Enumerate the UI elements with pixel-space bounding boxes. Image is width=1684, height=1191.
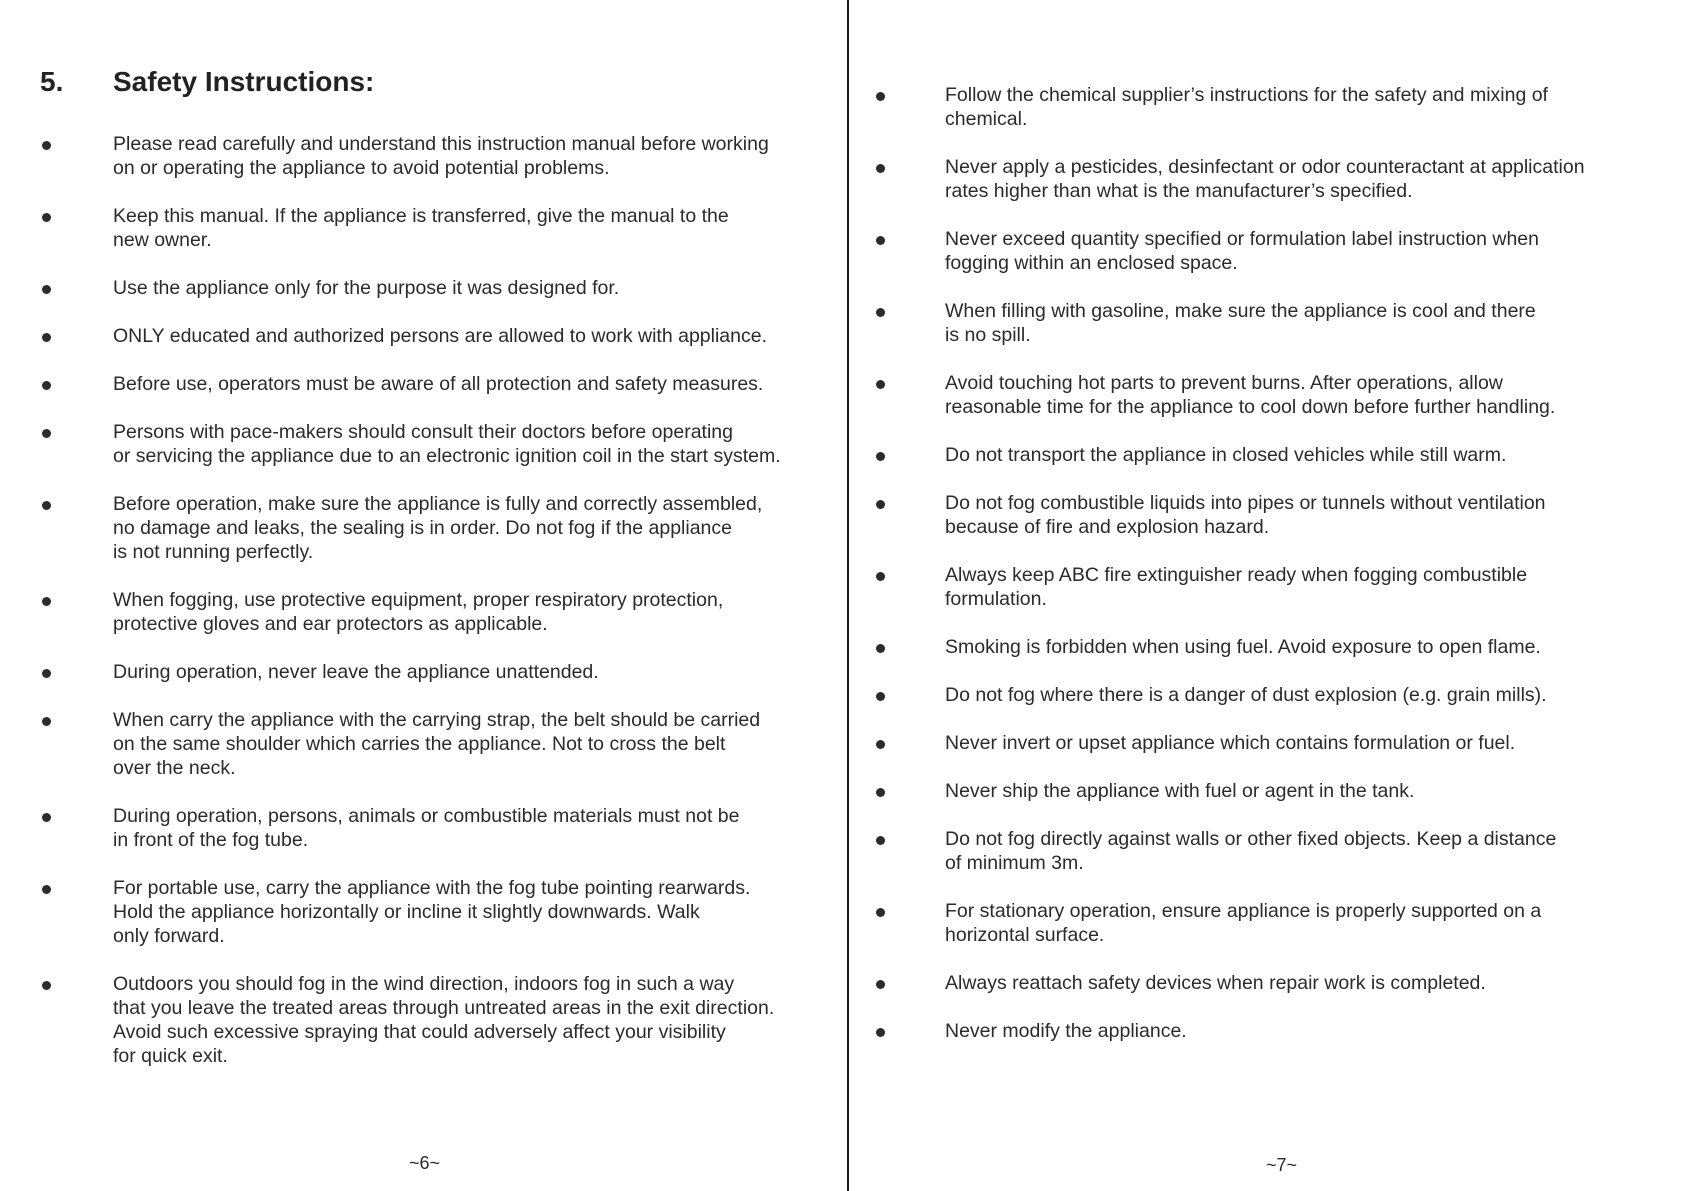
- list-item-text: Never invert or upset appliance which contains formulation or fuel.: [945, 732, 1516, 754]
- list-item: [850, 971, 1684, 995]
- bullet-icon: [876, 380, 885, 389]
- bullet-icon: [42, 333, 51, 342]
- list-item-text: Never apply a pesticides, desinfectant or odor counteractant at application rates higher than what is the manufacturer’s specified.: [945, 156, 1585, 202]
- bullet-icon: [876, 164, 885, 173]
- left-safety-list: [0, 132, 820, 1092]
- bullet-icon: [42, 813, 51, 822]
- list-item: [850, 899, 1684, 947]
- bullet-icon: [876, 908, 885, 917]
- list-item-text: When fogging, use protective equipment, proper respiratory protection, protective gloves and ear protectors as applicable.: [113, 589, 724, 635]
- page-number-left: ~6~: [409, 1153, 441, 1173]
- list-item-text: Do not fog where there is a danger of dust explosion (e.g. grain mills).: [945, 684, 1547, 706]
- list-item: [850, 683, 1684, 707]
- list-item-text: During operation, never leave the appliance unattended.: [113, 661, 599, 683]
- list-item-text: Do not fog directly against walls or other fixed objects. Keep a distance of minimum 3m.: [945, 828, 1557, 874]
- list-item: [850, 635, 1684, 659]
- bullet-icon: [876, 980, 885, 989]
- list-item-text: Please read carefully and understand this instruction manual before working on or operating the appliance to avoid potential problems.: [113, 133, 769, 179]
- list-item-text: Always keep ABC fire extinguisher ready when fogging combustible formulation.: [945, 564, 1528, 610]
- page-number-right: ~7~: [1266, 1155, 1298, 1175]
- list-item-text: When carry the appliance with the carrying strap, the belt should be carried on the same shoulder which carries the appliance. Not to cross the belt over the neck.: [113, 709, 761, 779]
- bullet-icon: [42, 213, 51, 222]
- list-item: [850, 83, 1684, 131]
- list-item: [850, 563, 1684, 611]
- list-item-text: For portable use, carry the appliance with the fog tube pointing rearwards. Hold the appliance horizontally or incline it slightly downwards. Walk only forward.: [113, 877, 751, 947]
- list-item: [0, 876, 820, 948]
- list-item: [0, 276, 820, 300]
- list-item-text: ONLY educated and authorized persons are allowed to work with appliance.: [113, 325, 768, 347]
- list-item-text: Avoid touching hot parts to prevent burns. After operations, allow reasonable time for the appliance to cool down before further handling.: [945, 372, 1556, 418]
- bullet-icon: [876, 1028, 885, 1037]
- right-page: [850, 0, 1684, 1191]
- list-item: [0, 588, 820, 636]
- list-item-text: Before use, operators must be aware of all protection and safety measures.: [113, 373, 764, 395]
- list-item-text: Never modify the appliance.: [945, 1020, 1187, 1042]
- list-item: [0, 708, 820, 780]
- list-item: [0, 372, 820, 396]
- list-item-text: For stationary operation, ensure appliance is properly supported on a horizontal surface.: [945, 900, 1542, 946]
- bullet-icon: [876, 236, 885, 245]
- list-item: [850, 491, 1684, 539]
- list-item: [0, 324, 820, 348]
- right-safety-list: [850, 83, 1684, 1067]
- bullet-icon: [42, 381, 51, 390]
- bullet-icon: [876, 572, 885, 581]
- list-item-text: When filling with gasoline, make sure the appliance is cool and there is no spill.: [945, 300, 1536, 346]
- list-item-text: Always reattach safety devices when repair work is completed.: [945, 972, 1486, 994]
- bullet-icon: [876, 836, 885, 845]
- list-item-text: Keep this manual. If the appliance is transferred, give the manual to the new owner.: [113, 205, 729, 251]
- list-item: [0, 420, 820, 468]
- bullet-icon: [876, 452, 885, 461]
- list-item: [850, 827, 1684, 875]
- bullet-icon: [42, 717, 51, 726]
- list-item-text: Do not fog combustible liquids into pipes or tunnels without ventilation because of fire and explosion hazard.: [945, 492, 1546, 538]
- list-item: [850, 1019, 1684, 1043]
- section-title: Safety Instructions:: [113, 66, 375, 97]
- list-item-text: Never ship the appliance with fuel or agent in the tank.: [945, 780, 1415, 802]
- list-item: [850, 779, 1684, 803]
- list-item: [850, 443, 1684, 467]
- bullet-icon: [876, 740, 885, 749]
- bullet-icon: [876, 788, 885, 797]
- bullet-icon: [42, 597, 51, 606]
- list-item: [850, 371, 1684, 419]
- bullet-icon: [876, 644, 885, 653]
- bullet-icon: [42, 885, 51, 894]
- bullet-icon: [876, 92, 885, 101]
- list-item: [850, 155, 1684, 203]
- bullet-icon: [42, 141, 51, 150]
- list-item-text: Persons with pace-makers should consult their doctors before operating or servicing the appliance due to an electronic ignition coil in the start system.: [113, 421, 781, 467]
- list-item: [0, 660, 820, 684]
- list-item-text: Smoking is forbidden when using fuel. Avoid exposure to open flame.: [945, 636, 1541, 658]
- bullet-icon: [42, 981, 51, 990]
- list-item: [850, 299, 1684, 347]
- bullet-icon: [876, 500, 885, 509]
- list-item: [0, 204, 820, 252]
- list-item-text: Never exceed quantity specified or formulation label instruction when fogging within an enclosed space.: [945, 228, 1539, 274]
- list-item-text: Do not transport the appliance in closed vehicles while still warm.: [945, 444, 1507, 466]
- list-item: [850, 731, 1684, 755]
- section-number: 5.: [40, 66, 64, 97]
- list-item: [0, 804, 820, 852]
- list-item: [850, 227, 1684, 275]
- list-item: [0, 972, 820, 1068]
- bullet-icon: [42, 669, 51, 678]
- list-item-text: Before operation, make sure the appliance is fully and correctly assembled, no damage and leaks, the sealing is in order. Do not fog if the appliance is not running perfectly.: [113, 493, 763, 563]
- section-heading: [40, 66, 374, 98]
- list-item-text: During operation, persons, animals or combustible materials must not be in front of the fog tube.: [113, 805, 740, 851]
- bullet-icon: [42, 285, 51, 294]
- page-divider: [847, 0, 849, 1191]
- bullet-icon: [42, 501, 51, 510]
- bullet-icon: [42, 429, 51, 438]
- bullet-icon: [876, 692, 885, 701]
- bullet-icon: [876, 308, 885, 317]
- list-item-text: Outdoors you should fog in the wind direction, indoors fog in such a way that you leave the treated areas through untreated areas in the exit direction. Avoid such excessive spraying that could adversely affect your visibility for quick exit.: [113, 973, 775, 1067]
- list-item-text: Follow the chemical supplier’s instructions for the safety and mixing of chemical.: [945, 84, 1548, 130]
- list-item: [0, 492, 820, 564]
- list-item: [0, 132, 820, 180]
- list-item-text: Use the appliance only for the purpose it was designed for.: [113, 277, 620, 299]
